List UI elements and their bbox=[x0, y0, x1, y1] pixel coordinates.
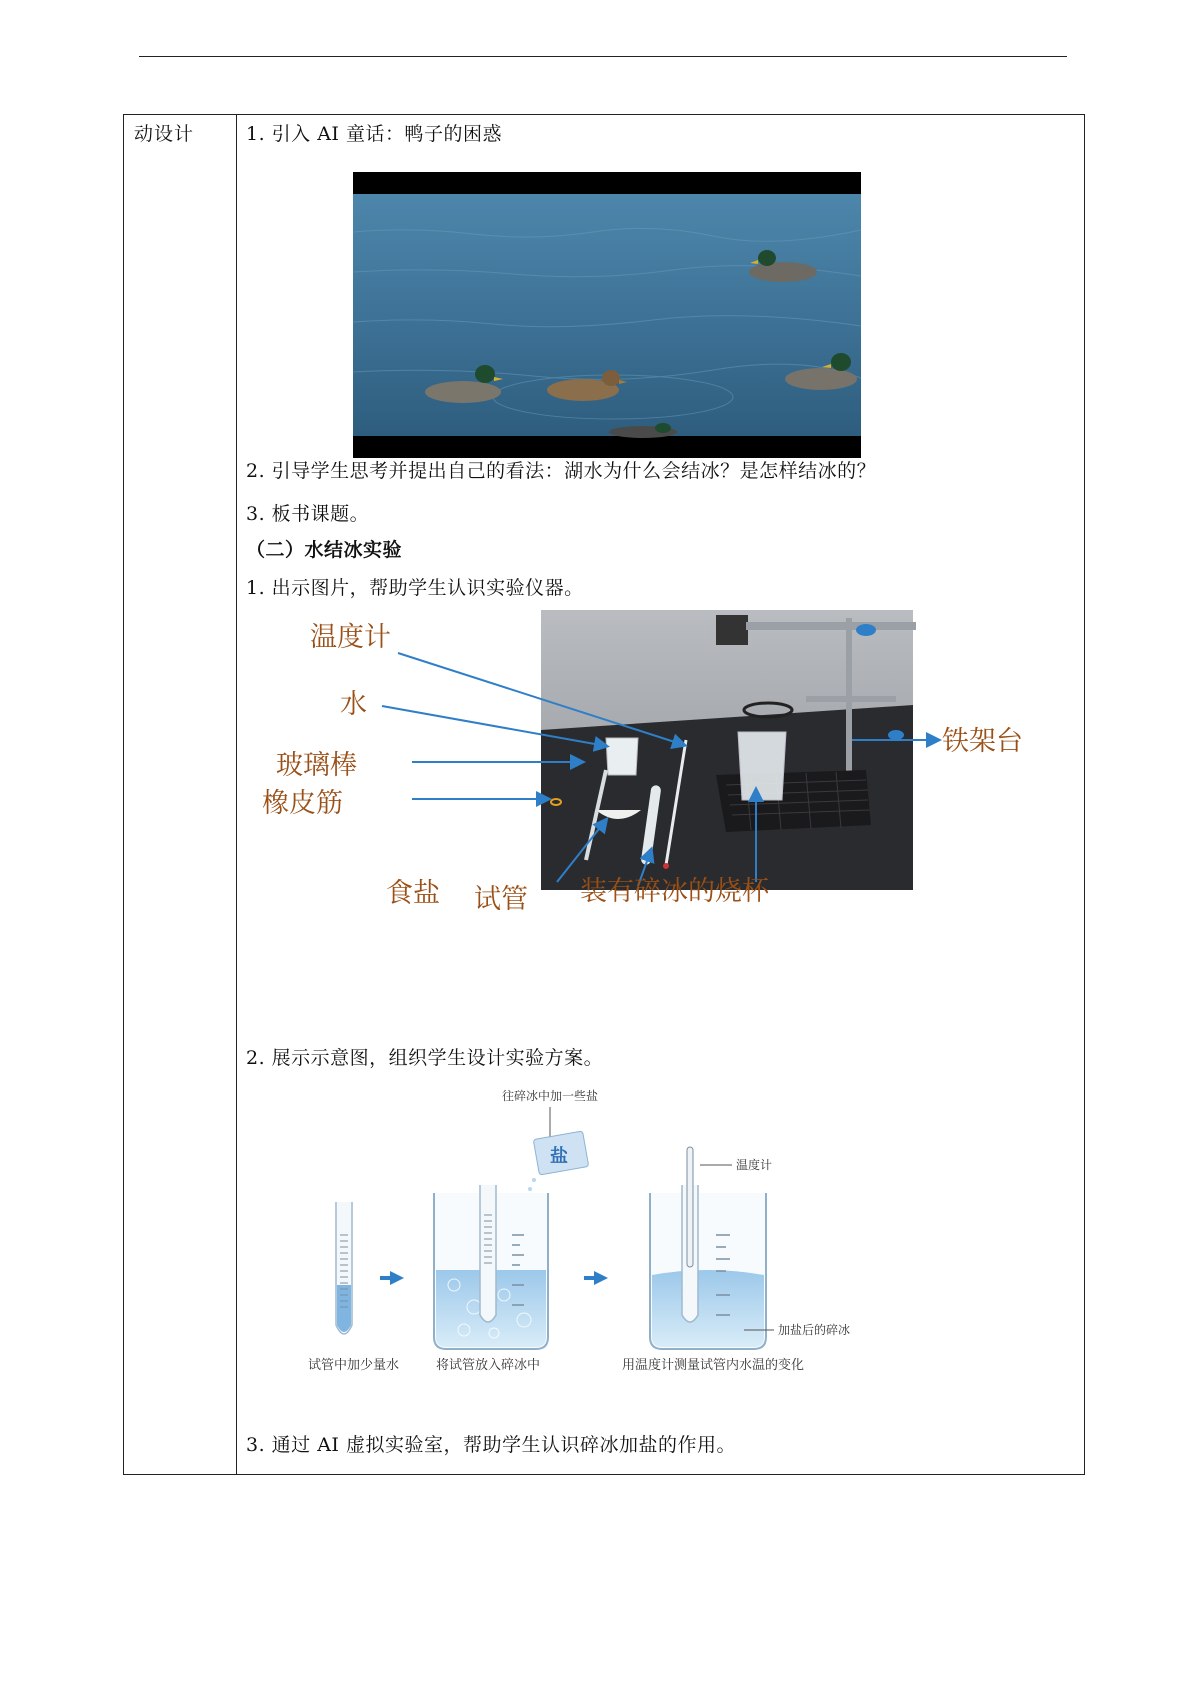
column-divider bbox=[236, 115, 237, 1474]
label-test-tube: 试管 bbox=[474, 884, 528, 915]
label-water: 水 bbox=[340, 689, 367, 720]
section-step-2-text: 2. 展示示意图，组织学生设计实验方案。 bbox=[246, 1047, 604, 1069]
step-1-text: 1. 引入 AI 童话：鸭子的困惑 bbox=[246, 123, 502, 145]
caption-step-3: 用温度计测量试管内水温的变化 bbox=[622, 1358, 805, 1373]
lesson-table bbox=[123, 114, 1085, 1475]
apparatus-photo bbox=[541, 610, 916, 890]
step-2-text: 2. 引导学生思考并提出自己的看法：湖水为什么会结冰？是怎样结冰的？ bbox=[246, 460, 877, 482]
salted-ice-label: 加盐后的碎冰 bbox=[778, 1323, 851, 1337]
step-arrow-2 bbox=[594, 1271, 608, 1285]
test-tube-with-water bbox=[336, 1202, 352, 1334]
caption-step-1: 试管中加少量水 bbox=[308, 1358, 400, 1373]
label-iron-stand: 铁架台 bbox=[942, 726, 1023, 757]
label-salt: 食盐 bbox=[386, 878, 440, 909]
section-heading: （二）水结冰实验 bbox=[246, 539, 403, 561]
label-rubber-band: 橡皮筋 bbox=[262, 788, 343, 819]
caption-step-2: 将试管放入碎冰中 bbox=[436, 1358, 541, 1373]
salt-bag-label: 盐 bbox=[550, 1146, 568, 1167]
label-thermometer: 温度计 bbox=[310, 622, 391, 653]
header-rule bbox=[139, 56, 1067, 57]
label-glass-rod: 玻璃棒 bbox=[276, 750, 357, 781]
step-arrow-1 bbox=[390, 1271, 404, 1285]
label-beaker-ice: 装有碎冰的烧杯 bbox=[580, 876, 769, 907]
section-step-1-text: 1. 出示图片，帮助学生认识实验仪器。 bbox=[246, 577, 584, 599]
apparatus-figure bbox=[246, 610, 1046, 935]
experiment-diagram bbox=[304, 1085, 944, 1390]
add-salt-note: 往碎冰中加一些盐 bbox=[502, 1089, 599, 1103]
salt-bag bbox=[533, 1131, 588, 1175]
duck-lake-photo bbox=[353, 172, 861, 458]
thermometer-label: 温度计 bbox=[736, 1158, 773, 1172]
section-step-3-text: 3. 通过 AI 虚拟实验室，帮助学生认识碎冰加盐的作用。 bbox=[246, 1434, 736, 1456]
beaker-with-thermometer bbox=[650, 1147, 766, 1349]
row-label: 动设计 bbox=[134, 123, 195, 145]
step-3-text: 3. 板书课题。 bbox=[246, 503, 370, 525]
beaker-crushed-ice bbox=[434, 1185, 548, 1349]
